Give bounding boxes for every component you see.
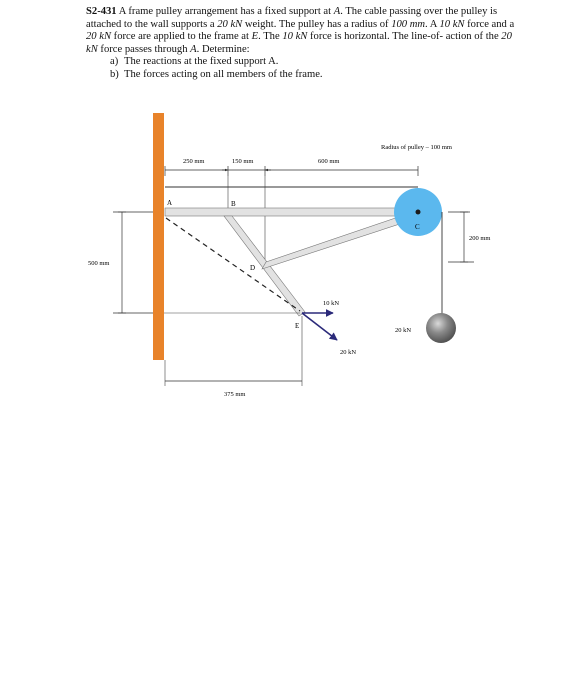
weight-label: 20 kN (395, 327, 412, 334)
member-abc (165, 208, 418, 216)
dim-600-label: 600 mm (318, 158, 340, 165)
pulley-radius-label: Radius of pulley – 100 mm (381, 144, 452, 151)
point-c-label: C (415, 223, 420, 231)
text-seg: E (251, 31, 259, 43)
point-d-label: D (250, 264, 256, 272)
line-of-action (166, 218, 300, 311)
top-dimension (165, 166, 418, 176)
dim-150-label: 150 mm (232, 158, 254, 165)
task-text: The reactions at the fixed support A. (124, 56, 279, 68)
text-seg: 10 kN (439, 18, 465, 30)
force-20kn-arrow (302, 313, 337, 340)
text-seg: A (333, 6, 341, 17)
member-dc (262, 211, 418, 269)
dim-500 (113, 212, 153, 313)
problem-id: S2-431 (86, 6, 117, 17)
text-seg: A frame pulley arrangement has a fixed support at (118, 6, 334, 17)
text-seg: force are applied to the frame at (111, 31, 252, 43)
text-seg: force and a (464, 18, 515, 30)
text-seg: . Determine: (196, 43, 250, 55)
wall (153, 113, 164, 360)
pulley-hub (416, 210, 421, 215)
weight (426, 313, 456, 343)
text-seg: A (190, 43, 197, 55)
text-seg: . The (258, 31, 283, 43)
text-seg: 20 kN (86, 31, 112, 43)
text-seg: force is horizontal. The line-of- action of the (307, 31, 502, 43)
force-10kn-label: 10 kN (323, 300, 340, 307)
task-label: b) (110, 68, 119, 80)
text-seg: weight. The pulley has a radius of (242, 18, 392, 30)
text-seg: . A (425, 18, 440, 30)
text-seg: . The cable passing over the pulley is attached to the wall supports a (86, 6, 498, 30)
force-20kn-label: 20 kN (340, 349, 357, 356)
dim-500-label: 500 mm (88, 260, 110, 267)
point-e-label: E (295, 322, 300, 330)
dim-250-label: 250 mm (183, 158, 205, 165)
text-seg: 20 kN (217, 18, 243, 30)
text-seg: force passes through (97, 43, 191, 55)
text-seg: 100 mm (391, 18, 426, 30)
text-seg: 10 kN (282, 31, 308, 43)
task-label: a) (110, 56, 119, 68)
dim-375-label: 375 mm (224, 391, 246, 398)
point-b-label: B (231, 200, 236, 208)
dim-200-label: 200 mm (469, 235, 491, 242)
text-seg: 20 kN (86, 31, 512, 55)
task-text: The forces acting on all members of the frame. (124, 68, 323, 80)
point-a-label: A (167, 199, 173, 207)
